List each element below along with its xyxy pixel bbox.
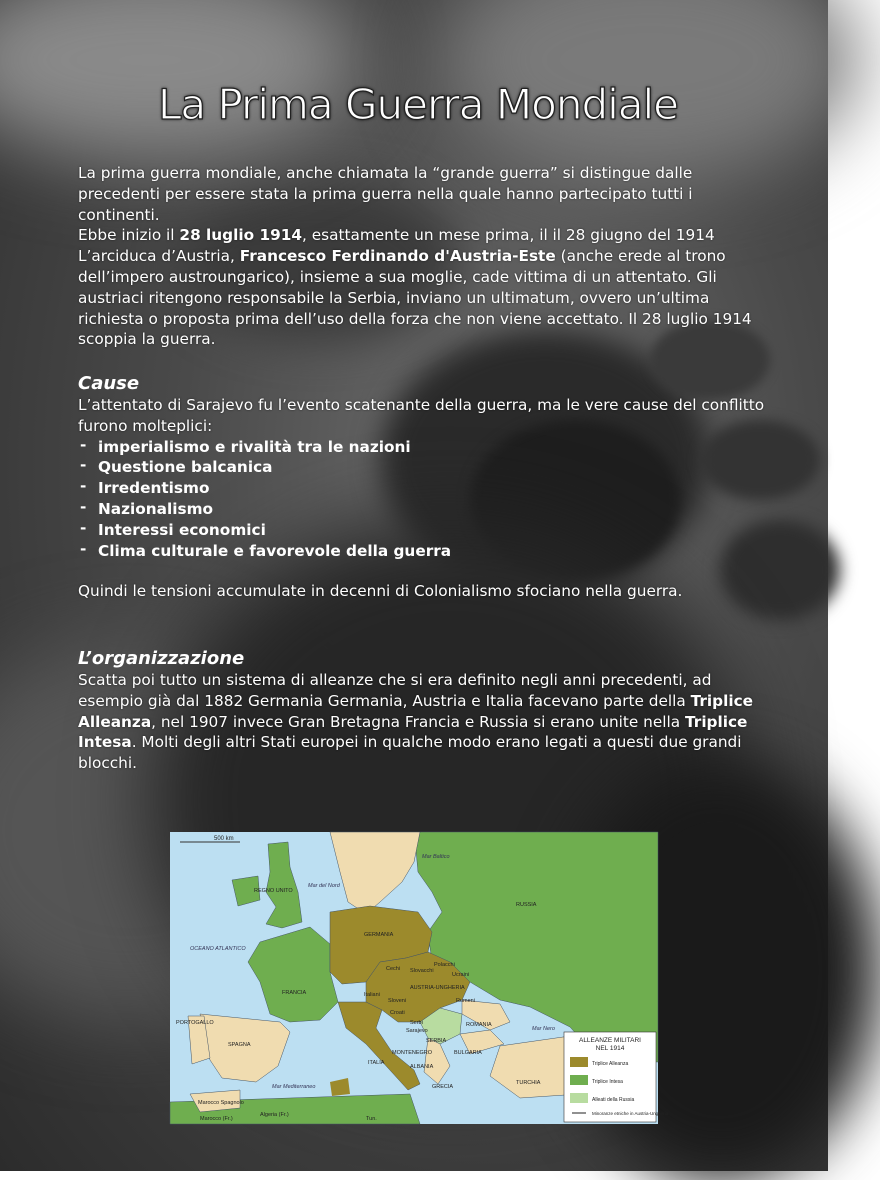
legend-label: Triplice Intesa [592, 1079, 623, 1085]
intro-paragraph-2: Ebbe inizio il 28 luglio 1914, esattamente un mese prima, il il 28 giugno del 1914 L’arciduca d’Austria, Francesco Ferdinando d'Austria-Este (anche erede al trono dell’impero austroungarico), insieme a sua moglie, cade vittima di un attentato. Gli austriaci ritengono responsabile la Serbia, inviano un ultimatum, ovvero un’ultima richiesta o proposta prima dell’uso della forza che non viene accettato. Il 28 luglio 1914 scoppia la guerra. [78, 226, 752, 349]
legend-label: Triplice Alleanza [592, 1061, 629, 1067]
map-label: Polacchi [434, 962, 455, 968]
legend-swatch-alleati [570, 1093, 588, 1103]
map-label: GRECIA [432, 1084, 454, 1090]
map-label: Croati [390, 1010, 405, 1016]
map-label: ROMANIA [466, 1022, 492, 1028]
cause-section [78, 373, 768, 602]
list-item: - Interessi economici [78, 520, 768, 541]
map-scale: 500 km [214, 836, 234, 842]
intro-paragraph-1: La prima guerra mondiale, anche chiamata la “grande guerra” si distingue dalle precedenti per essere stata la prima guerra nella quale hanno partecipato tutti i continenti. [78, 164, 693, 224]
cause-text: L’attentato di Sarajevo fu l’evento scatenante della guerra, ma le vere cause del conflitto furono molteplici: [78, 396, 765, 435]
list-item: - Clima culturale e favorevole della guerra [78, 541, 768, 562]
map-label: SPAGNA [228, 1042, 251, 1048]
list-item: - Irredentismo [78, 478, 768, 499]
map-label: PORTOGALLO [176, 1020, 214, 1026]
map-label: Italiani [364, 992, 380, 998]
map-label: RUSSIA [516, 902, 537, 908]
map-label: Slovacchi [410, 968, 434, 974]
map-label: Cechi [386, 966, 401, 972]
map-legend [564, 1032, 669, 1122]
map-label: Mar Mediterraneo [272, 1084, 316, 1090]
map-label: Marocco (Fr.) [200, 1116, 233, 1122]
map-label: AUSTRIA-UNGHERIA [410, 985, 465, 991]
legend-swatch-intesa [570, 1075, 588, 1085]
map-label: Algeria (Fr.) [260, 1112, 289, 1118]
map-label: ALBANIA [410, 1064, 434, 1070]
map-label: ITALIA [368, 1060, 385, 1066]
map-label: GERMANIA [364, 932, 394, 938]
map-label: Marocco Spagnolo [198, 1100, 244, 1106]
map-label: REGNO UNITO [254, 888, 293, 894]
list-item: - imperialismo e rivalità tra le nazioni [78, 437, 768, 458]
map-label: TURCHIA [516, 1080, 541, 1086]
start-date: 28 luglio 1914 [179, 226, 303, 245]
legend-title: NEL 1914 [595, 1045, 625, 1052]
map-label: Sarajevo [406, 1028, 428, 1034]
cause-list [78, 437, 768, 562]
map-label: Serbi [410, 1020, 423, 1026]
cause-conclusion: Quindi le tensioni accumulate in decenni di Colonialismo sfociano nella guerra. [78, 582, 683, 601]
map-label: Mar Baltico [422, 854, 450, 860]
page-title: La Prima Guerra Mondiale [157, 80, 679, 129]
organizzazione-section [78, 648, 768, 774]
map-label: Mar Nero [532, 1026, 555, 1032]
list-item: - Nazionalismo [78, 499, 768, 520]
map-label: OCEANO ATLANTICO [190, 946, 246, 952]
map-label: BULGARIA [454, 1050, 482, 1056]
archduke-name: Francesco Ferdinando d'Austria-Este [239, 247, 556, 266]
alliances-map [170, 832, 669, 1124]
intro-section [78, 163, 768, 350]
organizzazione-heading: L’organizzazione [78, 648, 245, 669]
map-label: Ucraini [452, 972, 470, 978]
map-label: Mar del Nord [308, 883, 340, 889]
map-label: SERBIA [426, 1038, 447, 1044]
map-label: FRANCIA [282, 990, 307, 996]
map-label: MONTENEGRO [392, 1050, 433, 1056]
list-item: - Questione balcanica [78, 457, 768, 478]
map-label: Rumeni [456, 998, 475, 1004]
map-label: Tun. [366, 1116, 377, 1122]
legend-swatch-alleanza [570, 1057, 588, 1067]
legend-title: ALLEANZE MILITARI [578, 1037, 642, 1044]
cause-heading: Cause [78, 373, 140, 394]
organizzazione-text: Scatta poi tutto un sistema di alleanze che si era definito negli anni precedenti, ad esempio già dal 1882 Germania Germania, Austria e Italia facevano parte della Triplice Alleanza, nel 1907 invece Gran Bretagna Francia e Russia si erano unite nella Triplice Intesa. Molti degli altri Stati europei in qualche modo erano legati a questi due grandi blocchi. [78, 671, 754, 773]
legend-label: Minoranze etniche in Austria-Ungheria [592, 1111, 669, 1116]
legend-label: Alleati della Russia [592, 1097, 635, 1103]
map-label: Sloveni [388, 998, 407, 1004]
